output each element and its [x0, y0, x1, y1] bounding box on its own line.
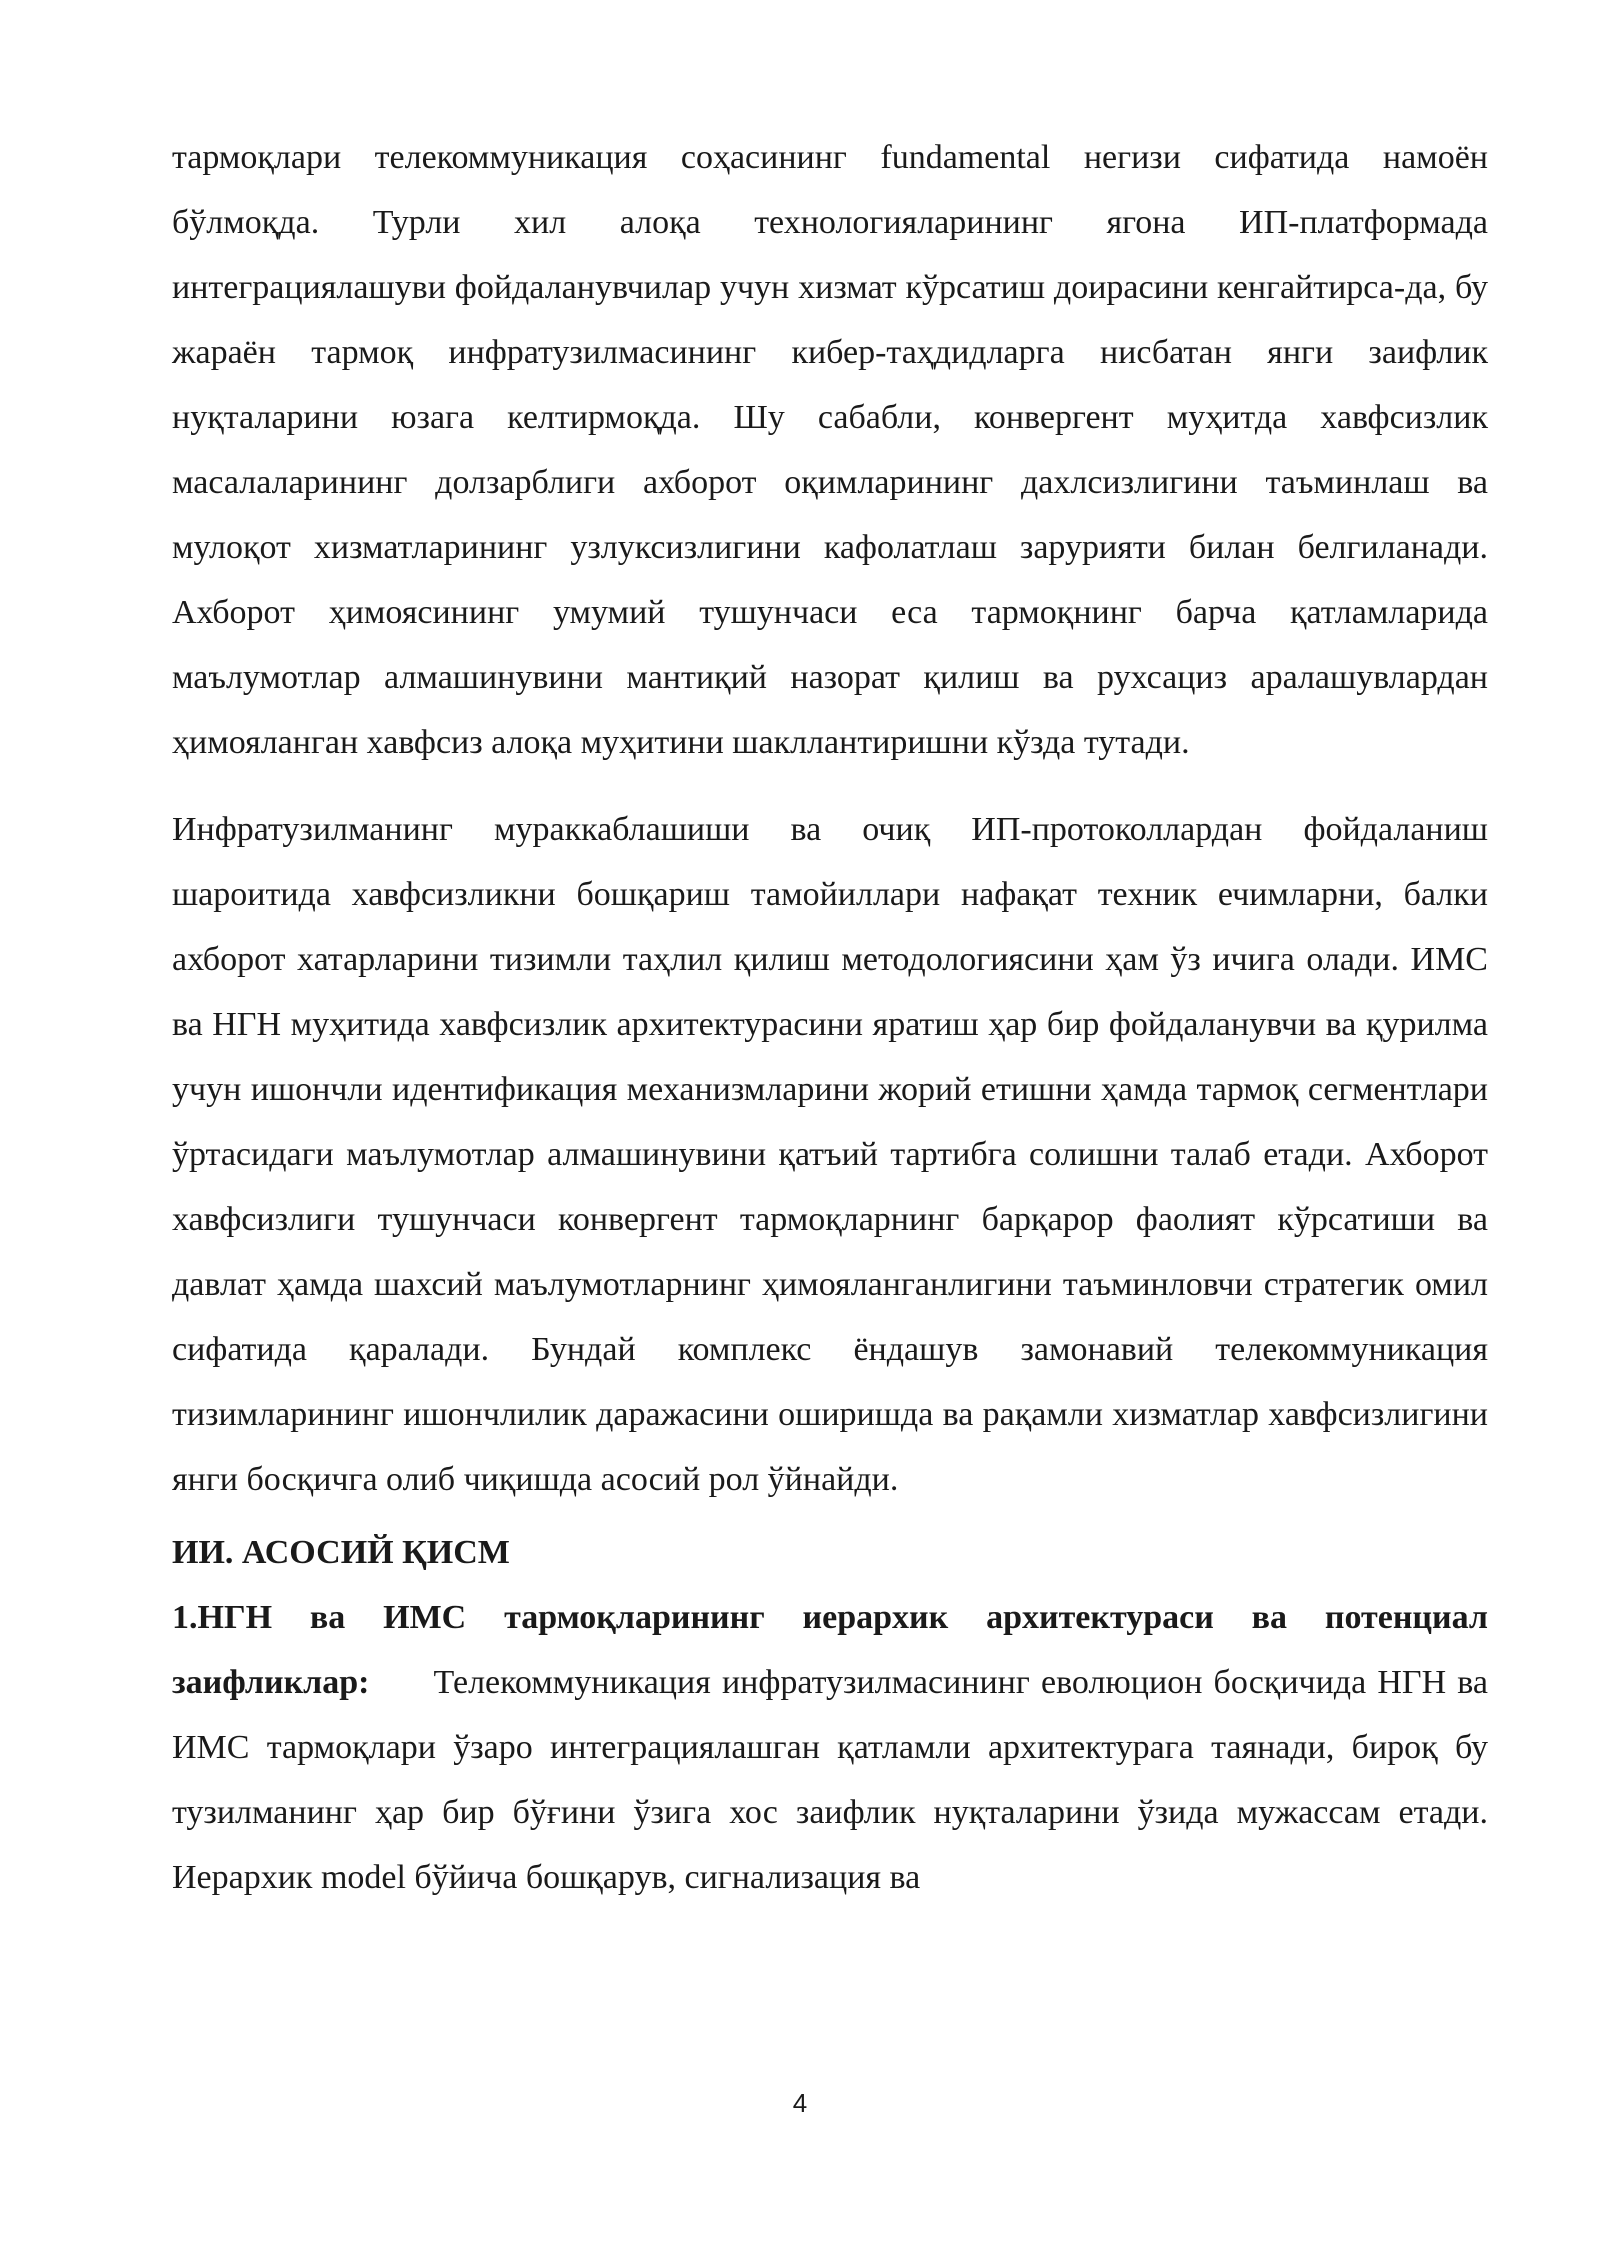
body-paragraph: тармоқлари телекоммуникация соҳасининг fundamental негизи сифатида намоён бўлмоқда. Турли хил алоқа технологияларининг ягона ИП-платформада интеграциялашуви фойдаланувчилар учун хизмат кўрсатиш доирасини кенгайтирса-да, бу жараён тармоқ инфратузилмасининг кибер-таҳдидларга нисбатан янги заифлик нуқталарини юзага келтирмоқда. Шу сабабли, конвергент муҳитда хавфсизлик масалаларининг долзарблиги ахборот оқимларининг дахлсизлигини таъминлаш ва мулоқот хизматларининг узлуксизлигини кафолатлаш зарурияти билан белгиланади. Ахборот ҳимоясининг умумий тушунчаси еса тармоқнинг барча қатламларида маълумотлар алмашинувини мантиқий назорат қилиш ва рухсациз аралашувлардан ҳимояланган хавфсиз алоқа муҳитини шакллантиришни кўзда тутади. [172, 139, 1488, 761]
subsection-paragraph [172, 1585, 1488, 1910]
subsection-title: 1.НГН ва ИМС тармоқларининг иерархик архитектураси ва потенциал заифликлар: [172, 1599, 1488, 1701]
body-paragraph: Инфратузилманинг мураккаблашиши ва очиқ ИП-протоколлардан фойдаланиш шароитида хавфсизликни бошқариш тамойиллари нафақат техник ечимларни, балки ахборот хатарларини тизимли таҳлил қилиш методологиясини ҳам ўз ичига олади. ИМС ва НГН муҳитида хавфсизлик архитектурасини яратиш ҳар бир фойдаланувчи ва қурилма учун ишончли идентификация механизмларини жорий етишни ҳамда тармоқ сегментлари ўртасидаги маълумотлар алмашинувини қатъий тартибга солишни талаб етади. Ахборот хавфсизлиги тушунчаси конвергент тармоқларнинг барқарор фаолият кўрсатиши ва давлат ҳамда шахсий маълумотларнинг ҳимояланганлигини таъминловчи стратегик омил сифатида қаралади. Бундай комплекс ёндашув замонавий телекоммуникация тизимларининг ишончлилик даражасини оширишда ва рақамли хизматлар хавфсизлигини янги босқичга олиб чиқишда асосий рол ўйнайди. [172, 811, 1488, 1498]
subsection-text: Телекоммуникация инфратузилмасининг еволюцион босқичида НГН ва ИМС тармоқлари ўзаро интеграциялашган қатламли архитектурага таянади, бироқ бу тузилманинг ҳар бир бўғини ўзига хос заифлик нуқталарини ўзида мужассам етади. Иерархик model бўйича бошқарув, сигнализация ва [172, 1664, 1488, 1896]
page-content [172, 125, 1488, 1910]
page-number: 4 [792, 2088, 808, 2118]
section-heading: ИИ. АСОСИЙ ҚИСМ [172, 1534, 510, 1571]
